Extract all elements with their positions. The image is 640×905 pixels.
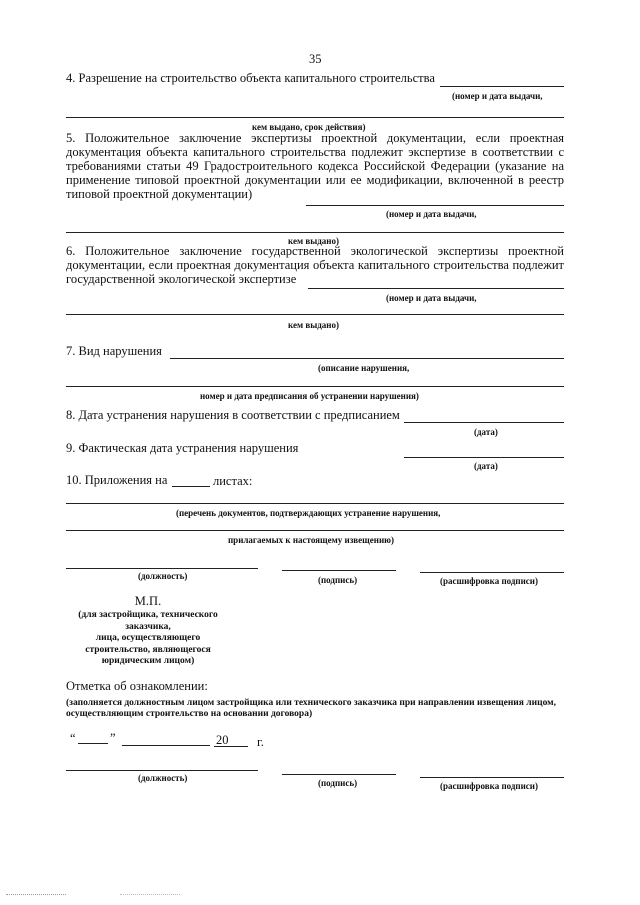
- sign1-position-caption: (должность): [138, 571, 188, 581]
- section-4-field-line[interactable]: [440, 86, 564, 87]
- sign1-decoding-caption: (расшифровка подписи): [440, 576, 538, 586]
- section-8-caption: (дата): [474, 427, 498, 437]
- sign2-decoding-caption: (расшифровка подписи): [440, 781, 538, 791]
- sign2-position-caption: (должность): [138, 773, 188, 783]
- mp-note: [60, 610, 236, 668]
- ack-title: Отметка об ознакомлении:: [66, 679, 208, 693]
- ack-month-field[interactable]: [122, 745, 210, 746]
- section-10-label-a: 10. Приложения на: [66, 473, 168, 487]
- section-9-caption: (дата): [474, 461, 498, 471]
- section-10-field-line-2[interactable]: [66, 530, 564, 531]
- section-4-field-line-2[interactable]: [66, 117, 564, 118]
- sign1-signature-line[interactable]: [282, 570, 396, 571]
- sign2-signature-caption: (подпись): [318, 778, 358, 788]
- ack-quote-open: “: [70, 731, 76, 745]
- sign2-signature-line[interactable]: [282, 774, 396, 775]
- section-10-label-b: листах:: [213, 474, 253, 488]
- section-5-caption-1: (номер и дата выдачи,: [386, 209, 477, 219]
- mp-note-line: строительство, являющегося: [85, 644, 211, 655]
- section-7-caption-2: номер и дата предписания об устранении нарушения): [200, 391, 419, 401]
- section-10-caption-1: (перечень документов, подтверждающих устранение нарушения,: [176, 508, 441, 518]
- section-5-field-line-2[interactable]: [66, 232, 564, 233]
- ack-year-field[interactable]: [214, 746, 248, 747]
- section-6-caption-1: (номер и дата выдачи,: [386, 293, 477, 303]
- mp-note-line: лица, осуществляющего: [95, 633, 201, 643]
- section-4-caption-2: кем выдано, срок действия): [252, 122, 366, 132]
- ack-year-suffix: г.: [257, 735, 264, 749]
- section-5-caption-2: кем выдано): [288, 236, 339, 246]
- section-6-field-line[interactable]: [308, 288, 564, 289]
- mp-note-line: юридическим лицом): [101, 656, 195, 666]
- section-5-text: 5. Положительное заключение экспертизы проектной документации, если проектная документация объекта капитального строительства подлежит экспертизе в соответствии с требованиями статьи 49 Градостроительного кодекса Российской Федерации (указание на применение типовой проектной документации или ее модификации, включенной в реестр типовой проектной документации): [66, 131, 564, 201]
- ack-quote-close: ”: [110, 731, 116, 745]
- sign1-signature-caption: (подпись): [318, 575, 358, 585]
- sign1-decoding-line[interactable]: [420, 572, 564, 573]
- section-6-field-line-2[interactable]: [66, 314, 564, 315]
- section-7-field-line-2[interactable]: [66, 386, 564, 387]
- ack-day-field[interactable]: [78, 743, 108, 744]
- mp-note-line: заказчика,: [125, 621, 171, 632]
- page-number: 35: [309, 52, 322, 66]
- mp-note-line: (для застройщика, технического: [78, 610, 218, 620]
- section-8-field-line[interactable]: [404, 422, 564, 423]
- section-7-label: 7. Вид нарушения: [66, 344, 162, 358]
- section-6-caption-2: кем выдано): [288, 320, 339, 330]
- scan-artifact: [6, 894, 66, 895]
- section-4-caption-1: (номер и дата выдачи,: [452, 91, 543, 101]
- sign2-decoding-line[interactable]: [420, 777, 564, 778]
- section-7-field-line[interactable]: [170, 358, 564, 359]
- section-9-field-line[interactable]: [404, 457, 564, 458]
- ack-year-prefix: 20: [216, 733, 229, 747]
- section-6-text: 6. Положительное заключение государственной экологической экспертизы проектной документации, если проектная документация объекта капитального строительства подлежит государственной экологической экспертизе: [66, 244, 564, 286]
- section-10-pages-field[interactable]: [172, 486, 210, 487]
- section-10-field-line[interactable]: [66, 503, 564, 504]
- section-4-label: 4. Разрешение на строительство объекта капитального строительства: [66, 71, 435, 85]
- sign2-position-line[interactable]: [66, 770, 258, 771]
- ack-note: (заполняется должностным лицом застройщика или технического заказчика при направлении извещения лицом, осуществляющим строительство на основании договора): [66, 698, 556, 719]
- section-9-label: 9. Фактическая дата устранения нарушения: [66, 441, 299, 455]
- section-10-caption-2: прилагаемых к настоящему извещению): [228, 535, 394, 545]
- sign1-position-line[interactable]: [66, 568, 258, 569]
- scan-artifact: [120, 894, 180, 895]
- section-8-label: 8. Дата устранения нарушения в соответствии с предписанием: [66, 408, 400, 422]
- section-7-caption-1: (описание нарушения,: [318, 363, 410, 373]
- section-5-field-line[interactable]: [306, 205, 564, 206]
- mp-title: М.П.: [134, 594, 162, 608]
